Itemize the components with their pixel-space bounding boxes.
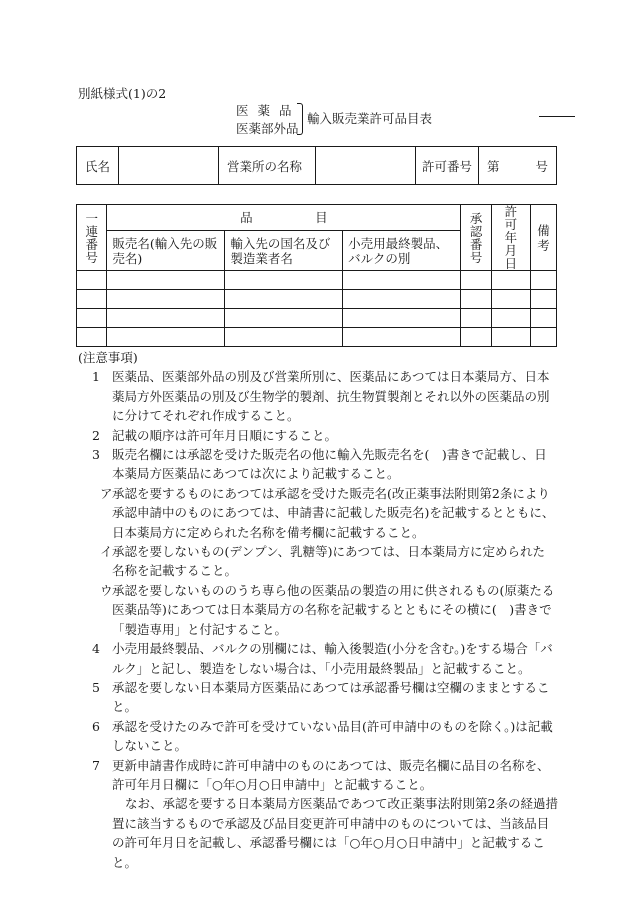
notes-section — [78, 348, 558, 872]
number-prefix: 第 — [487, 158, 500, 174]
name-label: 氏名 — [77, 147, 119, 185]
header-table — [76, 146, 557, 185]
form-number: 別紙様式(1)の2 — [78, 86, 167, 101]
permit-number-label: 許可番号 — [416, 147, 479, 185]
notes-heading: (注意事項) — [78, 350, 138, 365]
note-item: 4 小売用最終製品、バルクの別欄には、輸入後製造(小分を含む。)をする場合「バルク」と記し、製造をしない場合は、「小売用最終製品」と記載すること。 — [92, 641, 553, 676]
number-suffix: 号 — [535, 158, 548, 174]
table-row[interactable] — [77, 271, 557, 290]
col-approval-number: 承 認 番 号 — [461, 205, 491, 271]
title-rule — [539, 116, 575, 117]
name-field[interactable] — [119, 147, 219, 185]
note-subitem: ウ 承認を要しないもののうち専ら他の医薬品の製造の用に供されるもの(原薬たる医薬品等)にあつては日本薬局方の名称を記載するとともにその横に( )書きで「製造専用」と付記すること。 — [100, 582, 555, 637]
table-row[interactable] — [77, 309, 557, 328]
note-subitem: ア 承認を要するものにあつては承認を受けた販売名(改正薬事法附則第2条により承認申請中のものにあつては、申請書に記載した販売名)を記載するとともに、日本薬局方に定められた名称を備考欄に記載すること。 — [100, 485, 555, 540]
note-final-paragraph: なお、承認を要する日本薬局方医薬品であつて改正薬事法附則第2条の経過措置に該当するもので承認及び品目変更許可申請中のものについては、当該品目の許可年月日を記載し、承認番号欄には「○年○月○日申請中」と記載すること。 — [112, 796, 558, 870]
col-remarks: 備 考 — [530, 205, 556, 271]
note-item: 2 記載の順序は許可年月日順にすること。 — [92, 427, 338, 443]
note-item: 3 販売名欄には承認を受けた販売名の他に輸入先販売名を( )書きで記載し、日本薬局方医薬品にあつては次により記載すること。 — [92, 447, 547, 482]
note-item: 5 承認を要しない日本薬局方医薬品にあつては承認番号欄は空欄のままとすること。 — [92, 679, 550, 715]
col-trade-name: 販売名(輸入先の販売名) — [107, 231, 225, 271]
office-name-field[interactable] — [316, 147, 416, 185]
item-table — [76, 204, 563, 347]
category-pharmaceuticals: 医薬品 — [236, 103, 301, 118]
title-text: 輸入販売業許可品目表 — [307, 111, 433, 126]
note-item: 1 医薬品、医薬部外品の別及び営業所別に、医薬品にあつては日本薬局方、日本薬局方外医薬品の別及び生物学的製剤、抗生物質製剤とそれ以外の医薬品の別に分けてそれぞれ作成すること。 — [92, 369, 550, 424]
category-quasi-drugs: 医薬部外品 — [236, 121, 299, 136]
permit-number-field[interactable] — [479, 147, 557, 185]
brace-icon — [297, 103, 303, 135]
note-item: 7 更新申請書作成時に許可申請中のものにあつては、販売名欄に品目の名称を、許可年月日欄に「○年○月○日申請中」と記載すること。 — [92, 757, 550, 792]
col-serial-number: 一 連 番 号 — [77, 205, 107, 271]
table-row[interactable] — [77, 328, 557, 347]
office-name-label: 営業所の名称 — [219, 147, 316, 185]
col-item-header: 品 目 — [107, 205, 461, 231]
note-item: 6 承認を受けたのみで許可を受けていない品目(許可申請中のものを除く。)は記載しないこと。 — [92, 718, 553, 754]
col-permit-date: 許 可 年 月 日 — [491, 205, 530, 271]
note-subitem: イ 承認を要しないもの(デンプン、乳糖等)にあつては、日本薬局方に定められた名称を記載すること。 — [100, 544, 546, 579]
col-retail-bulk: 小売用最終製品、バルクの別 — [343, 231, 461, 271]
col-country-maker: 輸入先の国名及び製造業者名 — [225, 231, 343, 271]
table-row[interactable] — [77, 290, 557, 309]
